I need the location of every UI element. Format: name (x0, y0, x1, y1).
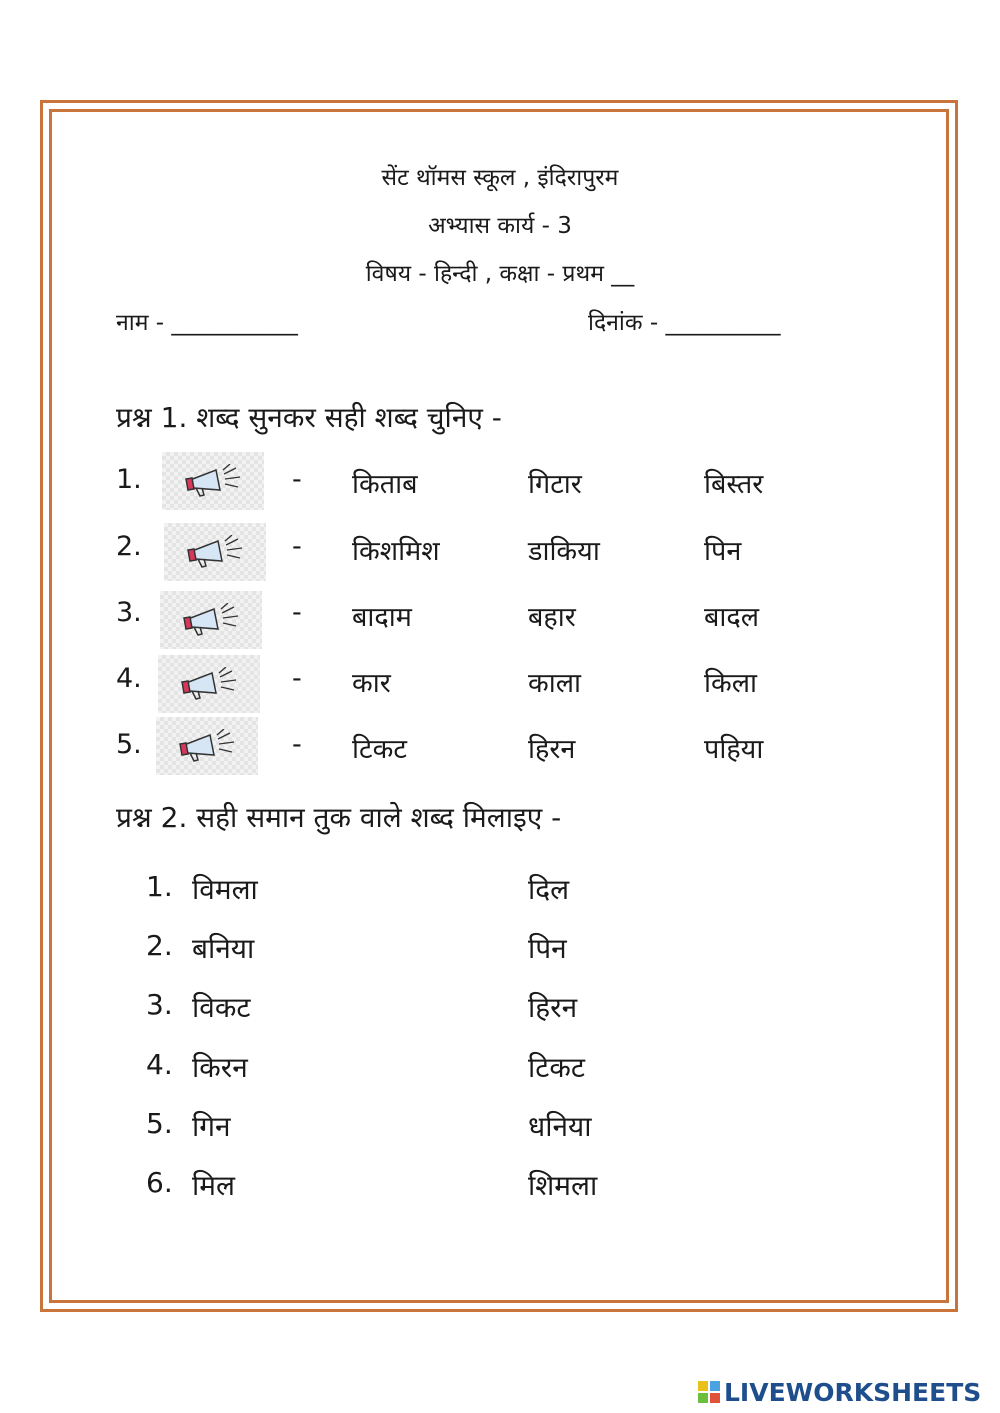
q1-row-dash: - (292, 464, 302, 495)
q2-left-word[interactable]: गिन (192, 1110, 231, 1143)
q1-row-number: 2. (116, 531, 142, 562)
question-1-title: प्रश्न 1. शब्द सुनकर सही शब्द चुनिए - (116, 401, 502, 434)
q1-row-number: 5. (116, 729, 142, 760)
q1-option[interactable]: काला (528, 668, 582, 699)
date-field[interactable]: दिनांक - __________ (588, 310, 781, 336)
megaphone-icon (182, 464, 246, 498)
q2-right-word[interactable]: हिरन (528, 991, 578, 1024)
q1-option[interactable]: किशमिश (352, 536, 440, 567)
q2-row-number: 2. (146, 929, 173, 962)
megaphone-icon (184, 535, 248, 569)
q2-row-number: 6. (146, 1166, 173, 1199)
q1-row-number: 1. (116, 464, 142, 495)
q1-option[interactable]: टिकट (352, 734, 407, 765)
q2-row-number: 5. (146, 1107, 173, 1140)
q2-row-number: 4. (146, 1048, 173, 1081)
q2-left-word[interactable]: विकट (192, 991, 251, 1024)
audio-play-button[interactable] (164, 523, 266, 581)
q1-option[interactable]: हिरन (528, 734, 576, 765)
audio-play-button[interactable] (160, 591, 262, 649)
q1-row-dash: - (292, 531, 302, 562)
q2-left-word[interactable]: मिल (192, 1169, 235, 1202)
school-name: सेंट थॉमस स्कूल , इंदिरापुरम (381, 165, 619, 191)
subject-line: विषय - हिन्दी , कक्षा - प्रथम __ (365, 261, 635, 287)
q1-option[interactable]: किला (704, 668, 758, 699)
name-field[interactable]: नाम - ___________ (116, 310, 298, 336)
q2-right-word[interactable]: टिकट (528, 1051, 585, 1084)
q1-row-dash: - (292, 597, 302, 628)
q1-option[interactable]: पहिया (704, 734, 764, 765)
q2-left-word[interactable]: विमला (192, 873, 258, 906)
megaphone-icon (176, 729, 240, 763)
q2-left-word[interactable]: किरन (192, 1051, 248, 1084)
q1-row-number: 3. (116, 597, 142, 628)
megaphone-icon (178, 667, 242, 701)
q1-option[interactable]: बादाम (352, 602, 412, 633)
q2-right-word[interactable]: पिन (528, 932, 567, 965)
q1-option[interactable]: बादल (704, 602, 760, 633)
audio-play-button[interactable] (156, 717, 258, 775)
worksheet-title: अभ्यास कार्य - 3 (428, 213, 572, 239)
q1-option[interactable]: बहार (528, 602, 576, 633)
q1-option[interactable]: गिटार (528, 469, 582, 500)
megaphone-icon (180, 603, 244, 637)
q2-right-word[interactable]: धनिया (528, 1110, 592, 1143)
audio-play-button[interactable] (162, 452, 264, 510)
audio-play-button[interactable] (158, 655, 260, 713)
q2-row-number: 1. (146, 870, 173, 903)
logo-grid-icon (698, 1381, 720, 1403)
q2-right-word[interactable]: शिमला (528, 1169, 598, 1202)
q1-option[interactable]: कार (352, 668, 391, 699)
liveworksheets-logo[interactable] (698, 1377, 981, 1407)
q1-option[interactable]: पिन (704, 536, 742, 567)
q2-left-word[interactable]: बनिया (192, 932, 255, 965)
brand-name: LIVEWORKSHEETS (724, 1377, 982, 1407)
q1-row-dash: - (292, 663, 302, 694)
q1-row-number: 4. (116, 663, 142, 694)
q1-row-dash: - (292, 729, 302, 760)
question-2-title: प्रश्न 2. सही समान तुक वाले शब्द मिलाइए - (116, 801, 562, 834)
q1-option[interactable]: बिस्तर (704, 469, 764, 500)
q2-row-number: 3. (146, 988, 173, 1021)
q2-right-word[interactable]: दिल (528, 873, 570, 906)
q1-option[interactable]: किताब (352, 469, 418, 500)
q1-option[interactable]: डाकिया (528, 536, 600, 567)
